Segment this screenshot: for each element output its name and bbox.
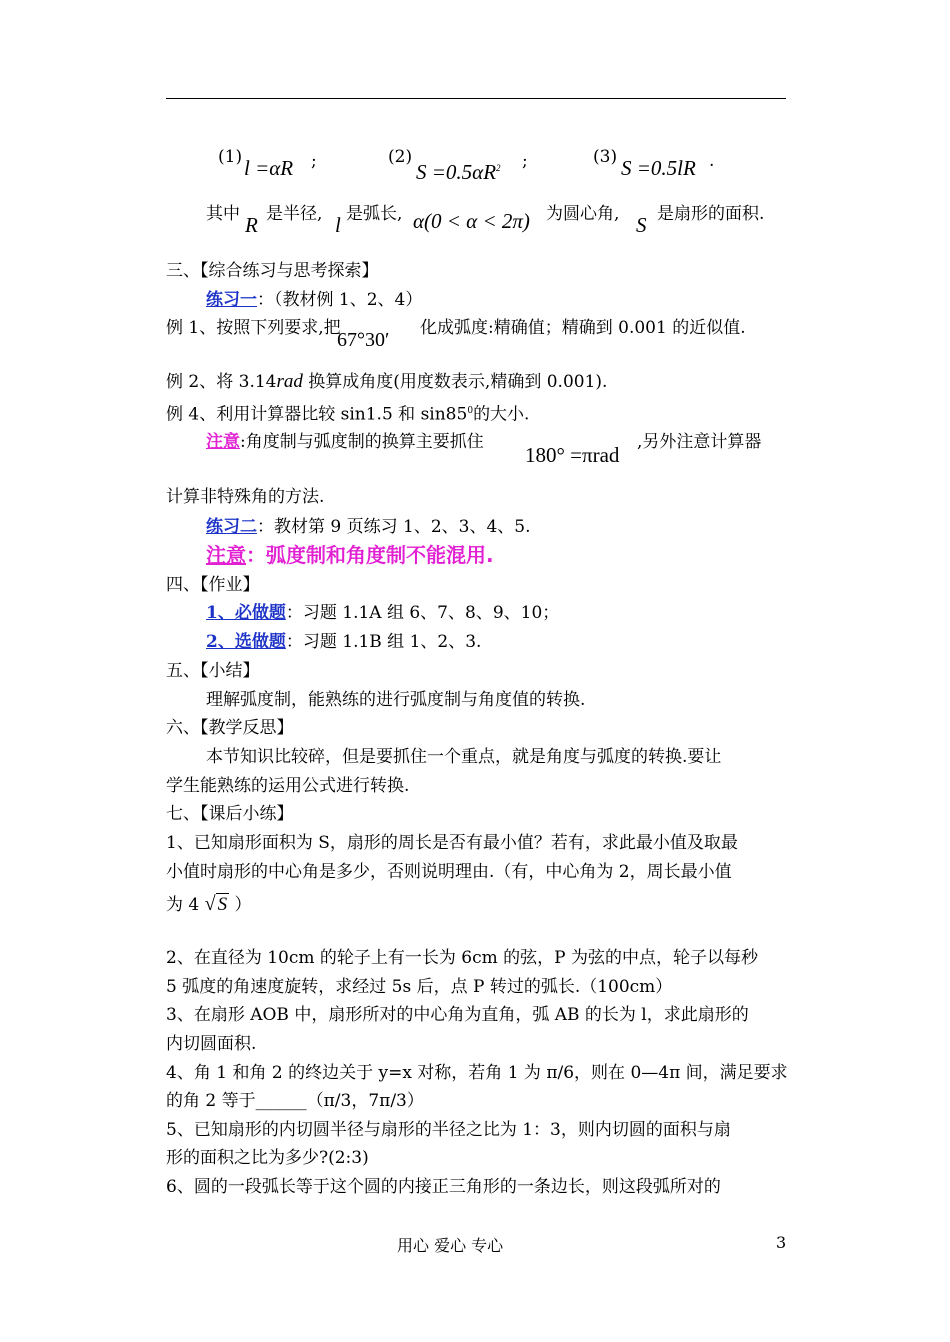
example-2-rad: rad (276, 371, 303, 392)
exercise-1-label: 练习一 (206, 290, 257, 310)
example-2-a: 例 2、将 3.14 (166, 372, 277, 392)
var-s: S (636, 213, 647, 237)
example-1-a: 例 1、按照下列要求,把 (166, 318, 341, 338)
page-number: 3 (776, 1233, 787, 1252)
note-1-formula (525, 444, 619, 466)
question-4-line-1: 4、角 1 和角 2 的终边关于 y=x 对称，若角 1 为 π/6，则在 0—4π 间，满足要求 (166, 1063, 788, 1083)
note-1 (206, 431, 484, 453)
degree-radian-formula: 180° =πrad (525, 443, 620, 467)
question-3-line-1: 3、在扇形 AOB 中，扇形所对的中心角为直角，弧 AB 的长为 l，求此扇形的 (166, 1005, 749, 1025)
where-p3: 是弧长, (346, 204, 403, 224)
where-p1: 其中 (206, 204, 240, 224)
note-2 (206, 544, 494, 568)
homework-2 (206, 631, 481, 653)
example-1-b: 化成弧度:精确值；精确到 0.001 的近似值. (420, 318, 746, 338)
var-r: R (245, 213, 258, 237)
homework-2-text: ：习题 1.1B 组 1、2、3. (285, 632, 482, 652)
question-5-line-1: 5、已知扇形的内切圆半径与扇形的半径之比为 1：3，则内切圆的面积与扇 (166, 1120, 731, 1140)
note-2-text: ：弧度制和角度制不能混用. (246, 543, 494, 567)
sqrt-s: √ S (204, 893, 228, 915)
example-4 (166, 400, 529, 426)
example-4-sup: 0 (467, 406, 474, 416)
note-2-label: 注意 (206, 543, 246, 567)
formula-2-number: (2) (388, 147, 413, 167)
exercise-2-text: ：教材第 9 页练习 1、2、3、4、5. (257, 517, 531, 537)
formula-1 (218, 146, 242, 168)
alpha-range: α(0 < α < 2π) (413, 209, 530, 233)
question-4-line-2: 的角 2 等于______（π/3，7π/3） (166, 1091, 424, 1111)
sqrt-radicand: S (217, 894, 228, 915)
example-4-text: 例 4、利用计算器比较 sin1.5 和 sin85 (166, 404, 468, 425)
exercise-1 (206, 289, 422, 311)
note-1-label: 注意 (206, 432, 240, 452)
question-2-line-1: 2、在直径为 10cm 的轮子上有一长为 6cm 的弦，P 为弦的中点，轮子以每秒 (166, 948, 759, 968)
note-1-after: ,另外注意计算器 (637, 432, 762, 452)
formula-1-number: (1) (218, 147, 243, 167)
question-1-prefix: 为 4 (166, 895, 200, 915)
formula-2-body: S =0.5αR (416, 160, 497, 184)
example-1-angle: 67°30′ (337, 329, 390, 351)
section-5-heading: 五、【小结】 (166, 661, 260, 681)
header-rule (166, 98, 786, 99)
section-6-heading: 六、【教学反思】 (166, 718, 294, 738)
question-2-line-2: 5 弧度的角速度旋转，求经过 5s 后，点 P 转过的弧长.（100cm） (166, 977, 673, 997)
section-6-line-2: 学生能熟练的运用公式进行转换. (166, 776, 410, 796)
formula-1-expr: l =αR (244, 156, 294, 180)
footer-text: 用心 爱心 专心 (397, 1236, 504, 1255)
question-1-line-1: 1、已知扇形面积为 S，扇形的周长是否有最小值？若有，求此最小值及取最 (166, 833, 738, 853)
homework-1-label: 1、必做题 (206, 603, 286, 623)
note-1-cont: 计算非特殊角的方法. (166, 487, 325, 507)
exercise-1-text: ：（教材例 1、2、4） (257, 290, 423, 310)
exercise-2 (206, 516, 531, 538)
homework-1 (206, 602, 559, 624)
example-2 (166, 371, 607, 393)
exercise-2-label: 练习二 (206, 517, 257, 537)
section-5-text: 理解弧度制，能熟练的进行弧度制与角度值的转换. (206, 690, 586, 710)
var-l: l (335, 213, 341, 237)
section-6-line-1: 本节知识比较碎，但是要抓住一个重点，就是角度与弧度的转换.要让 (206, 747, 722, 767)
example-2-b: 换算成角度(用度数表示,精确到 0.001). (308, 372, 608, 392)
question-1-line-2: 小值时扇形的中心角是多少，否则说明理由.（有，中心角为 2，周长最小值 (166, 862, 732, 882)
question-5-line-2: 形的面积之比为多少?(2:3) (166, 1148, 369, 1168)
formula-3-end: . (709, 151, 715, 171)
formula-2-sup: 2 (496, 163, 501, 173)
formula-1-end: ; (311, 151, 317, 171)
section-4-heading: 四、【作业】 (166, 575, 260, 595)
formula-2-end: ; (522, 151, 528, 171)
homework-1-text: ：习题 1.1A 组 6、7、8、9、10； (285, 603, 560, 623)
section-7-heading: 七、【课后小练】 (166, 804, 294, 824)
question-1-line-3 (166, 893, 252, 916)
example-4-end: 的大小. (473, 404, 530, 425)
question-1-suffix: ） (234, 895, 252, 915)
where-p5: 是扇形的面积. (657, 204, 765, 224)
where-p2: 是半径, (266, 204, 323, 224)
section-3-heading: 三、【综合练习与思考探索】 (166, 261, 379, 281)
question-3-line-2: 内切圆面积. (166, 1034, 257, 1054)
question-6-line-1: 6、圆的一段弧长等于这个圆的内接正三角形的一条边长，则这段弧所对的 (166, 1177, 721, 1197)
formula-3-expr: S =0.5lR (621, 156, 696, 180)
note-1-text: :角度制与弧度制的换算主要抓住 (240, 432, 484, 452)
where-p4: 为圆心角, (546, 204, 620, 224)
formula-3-number: (3) (593, 147, 618, 167)
homework-2-label: 2、选做题 (206, 632, 286, 652)
formula-2-expr (416, 157, 501, 183)
